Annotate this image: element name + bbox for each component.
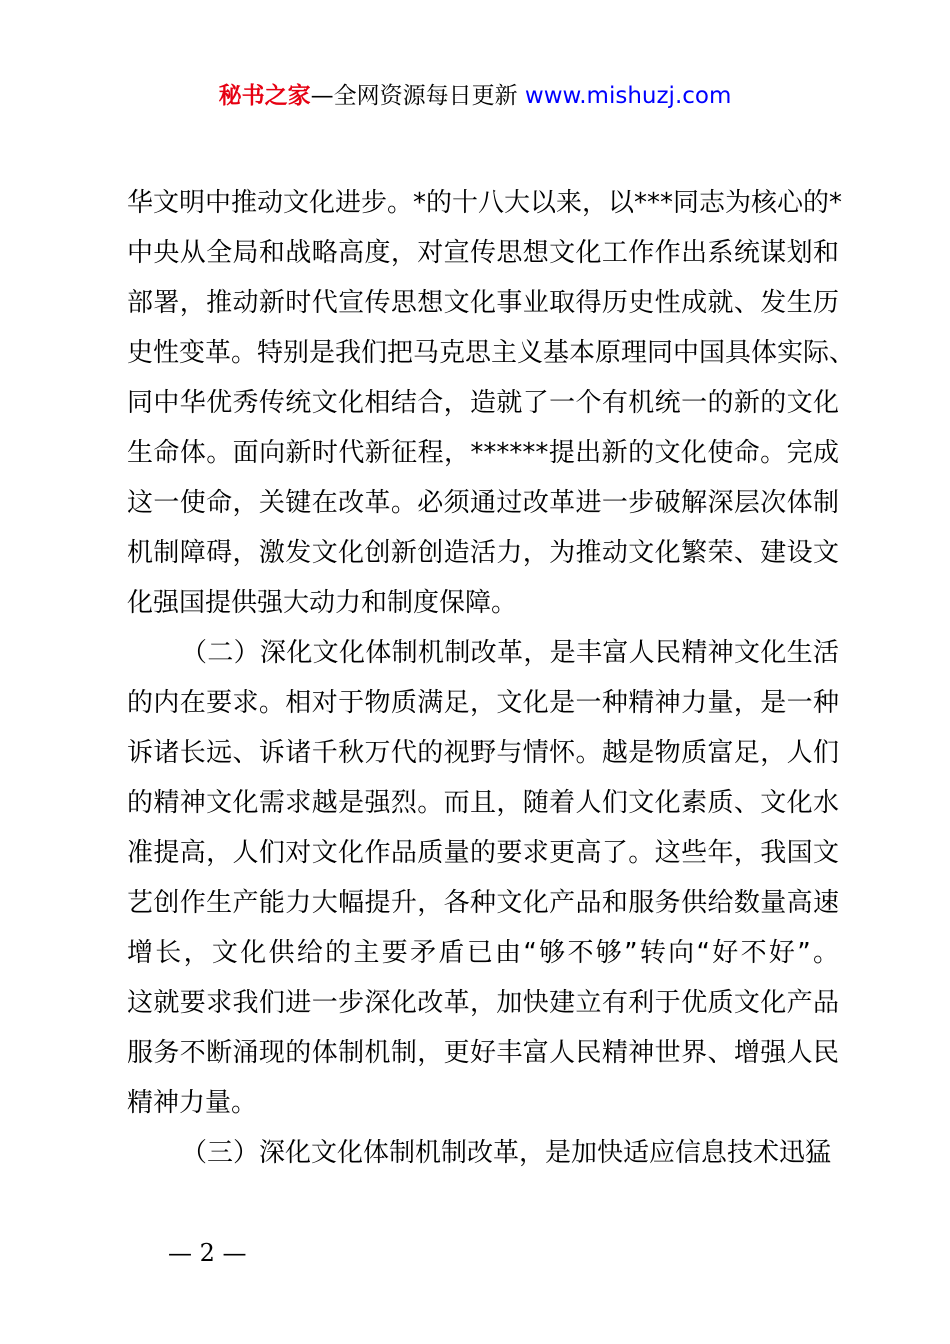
site-url-link[interactable]: www.mishuzj.com <box>524 83 732 109</box>
body-text-line: 部署，推动新时代宣传思想文化事业取得历史性成就、发生历 <box>127 288 839 318</box>
body-text-line: 这就要求我们进一步深化改革，加快建立有利于优质文化产品 <box>127 988 839 1018</box>
body-text-line: 准提高，人们对文化作品质量的要求更高了。这些年，我国文 <box>127 838 839 868</box>
body-text-line: 精神力量。 <box>127 1088 258 1118</box>
body-text-line: 生命体。面向新时代新征程，******提出新的文化使命。完成 <box>127 438 839 468</box>
body-text-line: 的精神文化需求越是强烈。而且，随着人们文化素质、文化水 <box>127 788 839 818</box>
body-text-line: 这一使命，关键在改革。必须通过改革进一步破解深层次体制 <box>127 488 839 518</box>
brand-name: 秘书之家 <box>218 83 311 109</box>
body-text-line: 艺创作生产能力大幅提升，各种文化产品和服务供给数量高速 <box>127 888 839 918</box>
body-text-line: 服务不断涌现的体制机制，更好丰富人民精神世界、增强人民 <box>127 1038 839 1068</box>
body-text-line: 史性变革。特别是我们把马克思主义基本原理同中国具体实际、 <box>127 338 856 368</box>
body-text-line: 增长，文化供给的主要矛盾已由“够不够”转向“好不好”。 <box>127 938 839 968</box>
body-text-line: 同中华优秀传统文化相结合，造就了一个有机统一的新的文化 <box>127 388 839 418</box>
body-text-line: 诉诸长远、诉诸千秋万代的视野与情怀。越是物质富足，人们 <box>127 738 839 768</box>
body-text-line: 机制障碍，激发文化创新创造活力，为推动文化繁荣、建设文 <box>127 538 839 568</box>
section-heading-line: （三）深化文化体制机制改革，是加快适应信息技术迅猛 <box>181 1138 832 1168</box>
header-tagline: —全网资源每日更新 <box>310 83 518 109</box>
site-header <box>0 78 950 114</box>
section-heading-line: （二）深化文化体制机制改革，是丰富人民精神文化生活 <box>181 638 839 668</box>
body-text-line: 中央从全局和战略高度，对宣传思想文化工作作出系统谋划和 <box>127 238 839 268</box>
body-text-line: 华文明中推动文化进步。*的十八大以来，以***同志为核心的* <box>127 188 843 218</box>
body-text-line: 化强国提供强大动力和制度保障。 <box>127 588 518 618</box>
body-text-line: 的内在要求。相对于物质满足，文化是一种精神力量，是一种 <box>127 688 839 718</box>
page-number: — 2 — <box>168 1239 247 1267</box>
